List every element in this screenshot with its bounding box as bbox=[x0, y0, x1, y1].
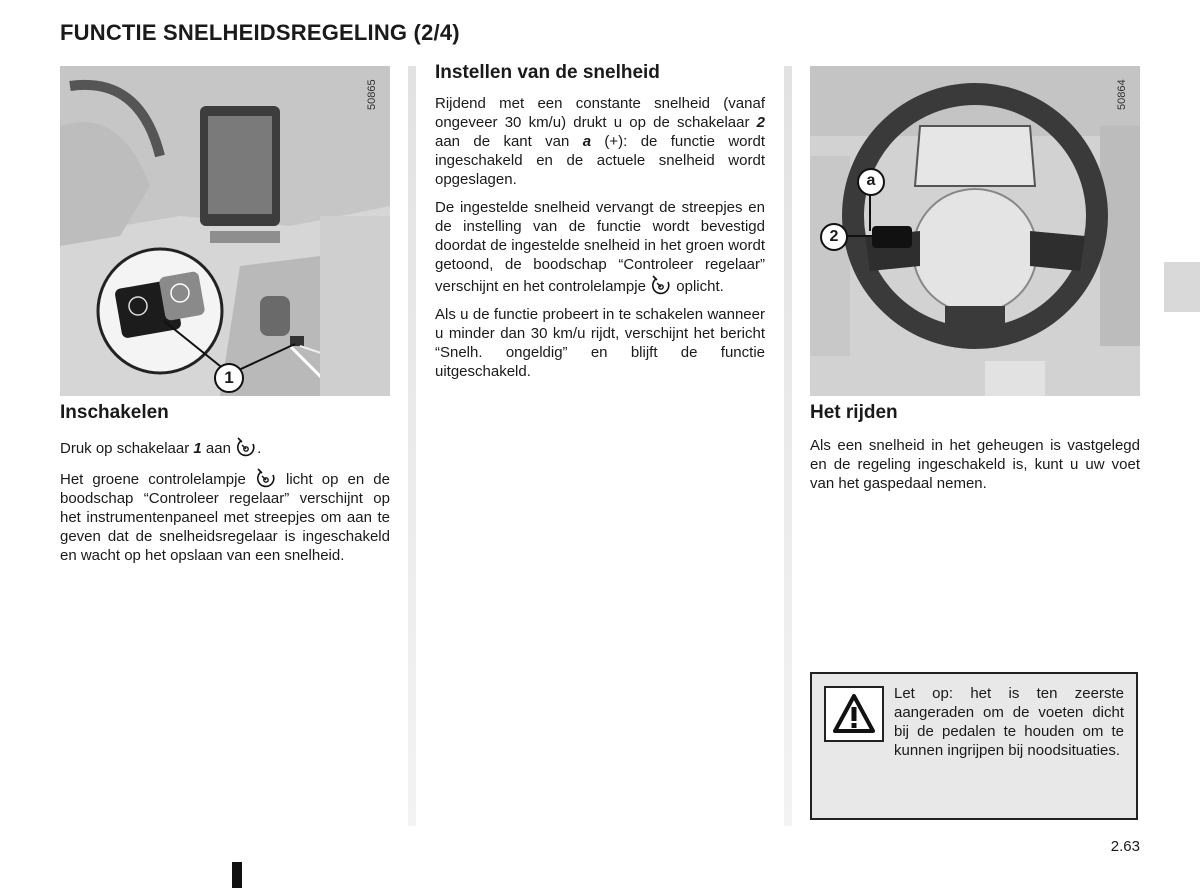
heading-rijden: Het rijden bbox=[810, 402, 898, 423]
heading-inschakelen: Inschakelen bbox=[60, 402, 169, 423]
text: Druk op schakelaar bbox=[60, 440, 194, 457]
text: Rijdend met een constante snelheid (vanaf ongeveer 30 km/u) drukt u op de schakelaar bbox=[435, 95, 765, 131]
switch-ref: 1 bbox=[193, 440, 202, 457]
heading-instellen: Instellen van de snelheid bbox=[435, 62, 660, 83]
text: . bbox=[257, 440, 262, 457]
warning-triangle-icon bbox=[832, 693, 876, 735]
warning-icon-float bbox=[824, 686, 884, 742]
page-number: 2.63 bbox=[1110, 838, 1140, 855]
dashboard-figure bbox=[60, 66, 390, 396]
callout-a-badge: a bbox=[857, 168, 885, 196]
figure-number: 50865 bbox=[366, 79, 378, 110]
cruise-control-icon bbox=[255, 467, 277, 489]
middle-column bbox=[435, 62, 765, 390]
paragraph-instellen-3: Als u de functie probeert in te schakelen wanneer u minder dan 30 km/u rijdt, verschijnt het bericht “Snelh. ongeldig” en blijft de functie uitgeschakeld. bbox=[435, 306, 765, 380]
cruise-control-icon bbox=[650, 274, 672, 296]
paragraph-instellen-2 bbox=[435, 198, 765, 296]
text: oplicht. bbox=[672, 278, 724, 295]
text: licht op en de boodschap “Controleer regelaar” verschijnt op het instrumentenpaneel met streepjes om aan te geven dat de snelheidsregelaar is ingeschakeld en wacht op het opslaan van een snelheid. bbox=[60, 471, 390, 564]
chapter-tab bbox=[1164, 262, 1200, 312]
left-column bbox=[60, 402, 390, 574]
side-ref: a bbox=[582, 133, 592, 150]
callout-2-badge: 2 bbox=[820, 223, 848, 251]
right-column bbox=[810, 402, 1140, 502]
text: aan bbox=[201, 440, 236, 457]
warning-text: Let op: het is ten zeerste aangeraden om de voeten dicht bij de pedalen te houden om te kunnen ingrijpen bij noodsituaties. bbox=[894, 685, 1124, 759]
paragraph-rijden: Als een snelheid in het geheugen is vastgelegd en de regeling ingeschakeld is, kunt u uw voet van het gaspedaal nemen. bbox=[810, 437, 1140, 492]
paragraph-inschakelen-1 bbox=[60, 436, 390, 458]
text: Het groene controlelampje bbox=[60, 471, 255, 488]
figure-number: 50864 bbox=[1116, 79, 1128, 110]
paragraph-inschakelen-2 bbox=[60, 467, 390, 565]
steering-wheel-figure bbox=[810, 66, 1140, 396]
column-separator bbox=[408, 66, 416, 826]
column-separator bbox=[784, 66, 792, 826]
callout-1-badge: 1 bbox=[214, 363, 244, 393]
cruise-control-icon bbox=[235, 436, 257, 458]
page-title: FUNCTIE SNELHEIDSREGELING (2/4) bbox=[60, 20, 460, 45]
crop-mark bbox=[232, 862, 242, 888]
switch-ref: 2 bbox=[756, 114, 765, 131]
text: De ingestelde snelheid vervangt de streepjes en de instelling van de functie wordt bevestigd doordat de ingestelde snelheid in het groen wordt getoond, de boodschap “Controleer regelaar” verschijnt en het controlelampje bbox=[435, 199, 765, 295]
warning-text-wrap bbox=[824, 684, 1124, 760]
warning-box bbox=[810, 672, 1138, 820]
paragraph-instellen-1 bbox=[435, 94, 765, 189]
text: aan de kant van bbox=[435, 133, 583, 150]
text: (+): de functie wordt ingeschakeld en de actuele snelheid wordt opgeslagen. bbox=[435, 133, 765, 188]
